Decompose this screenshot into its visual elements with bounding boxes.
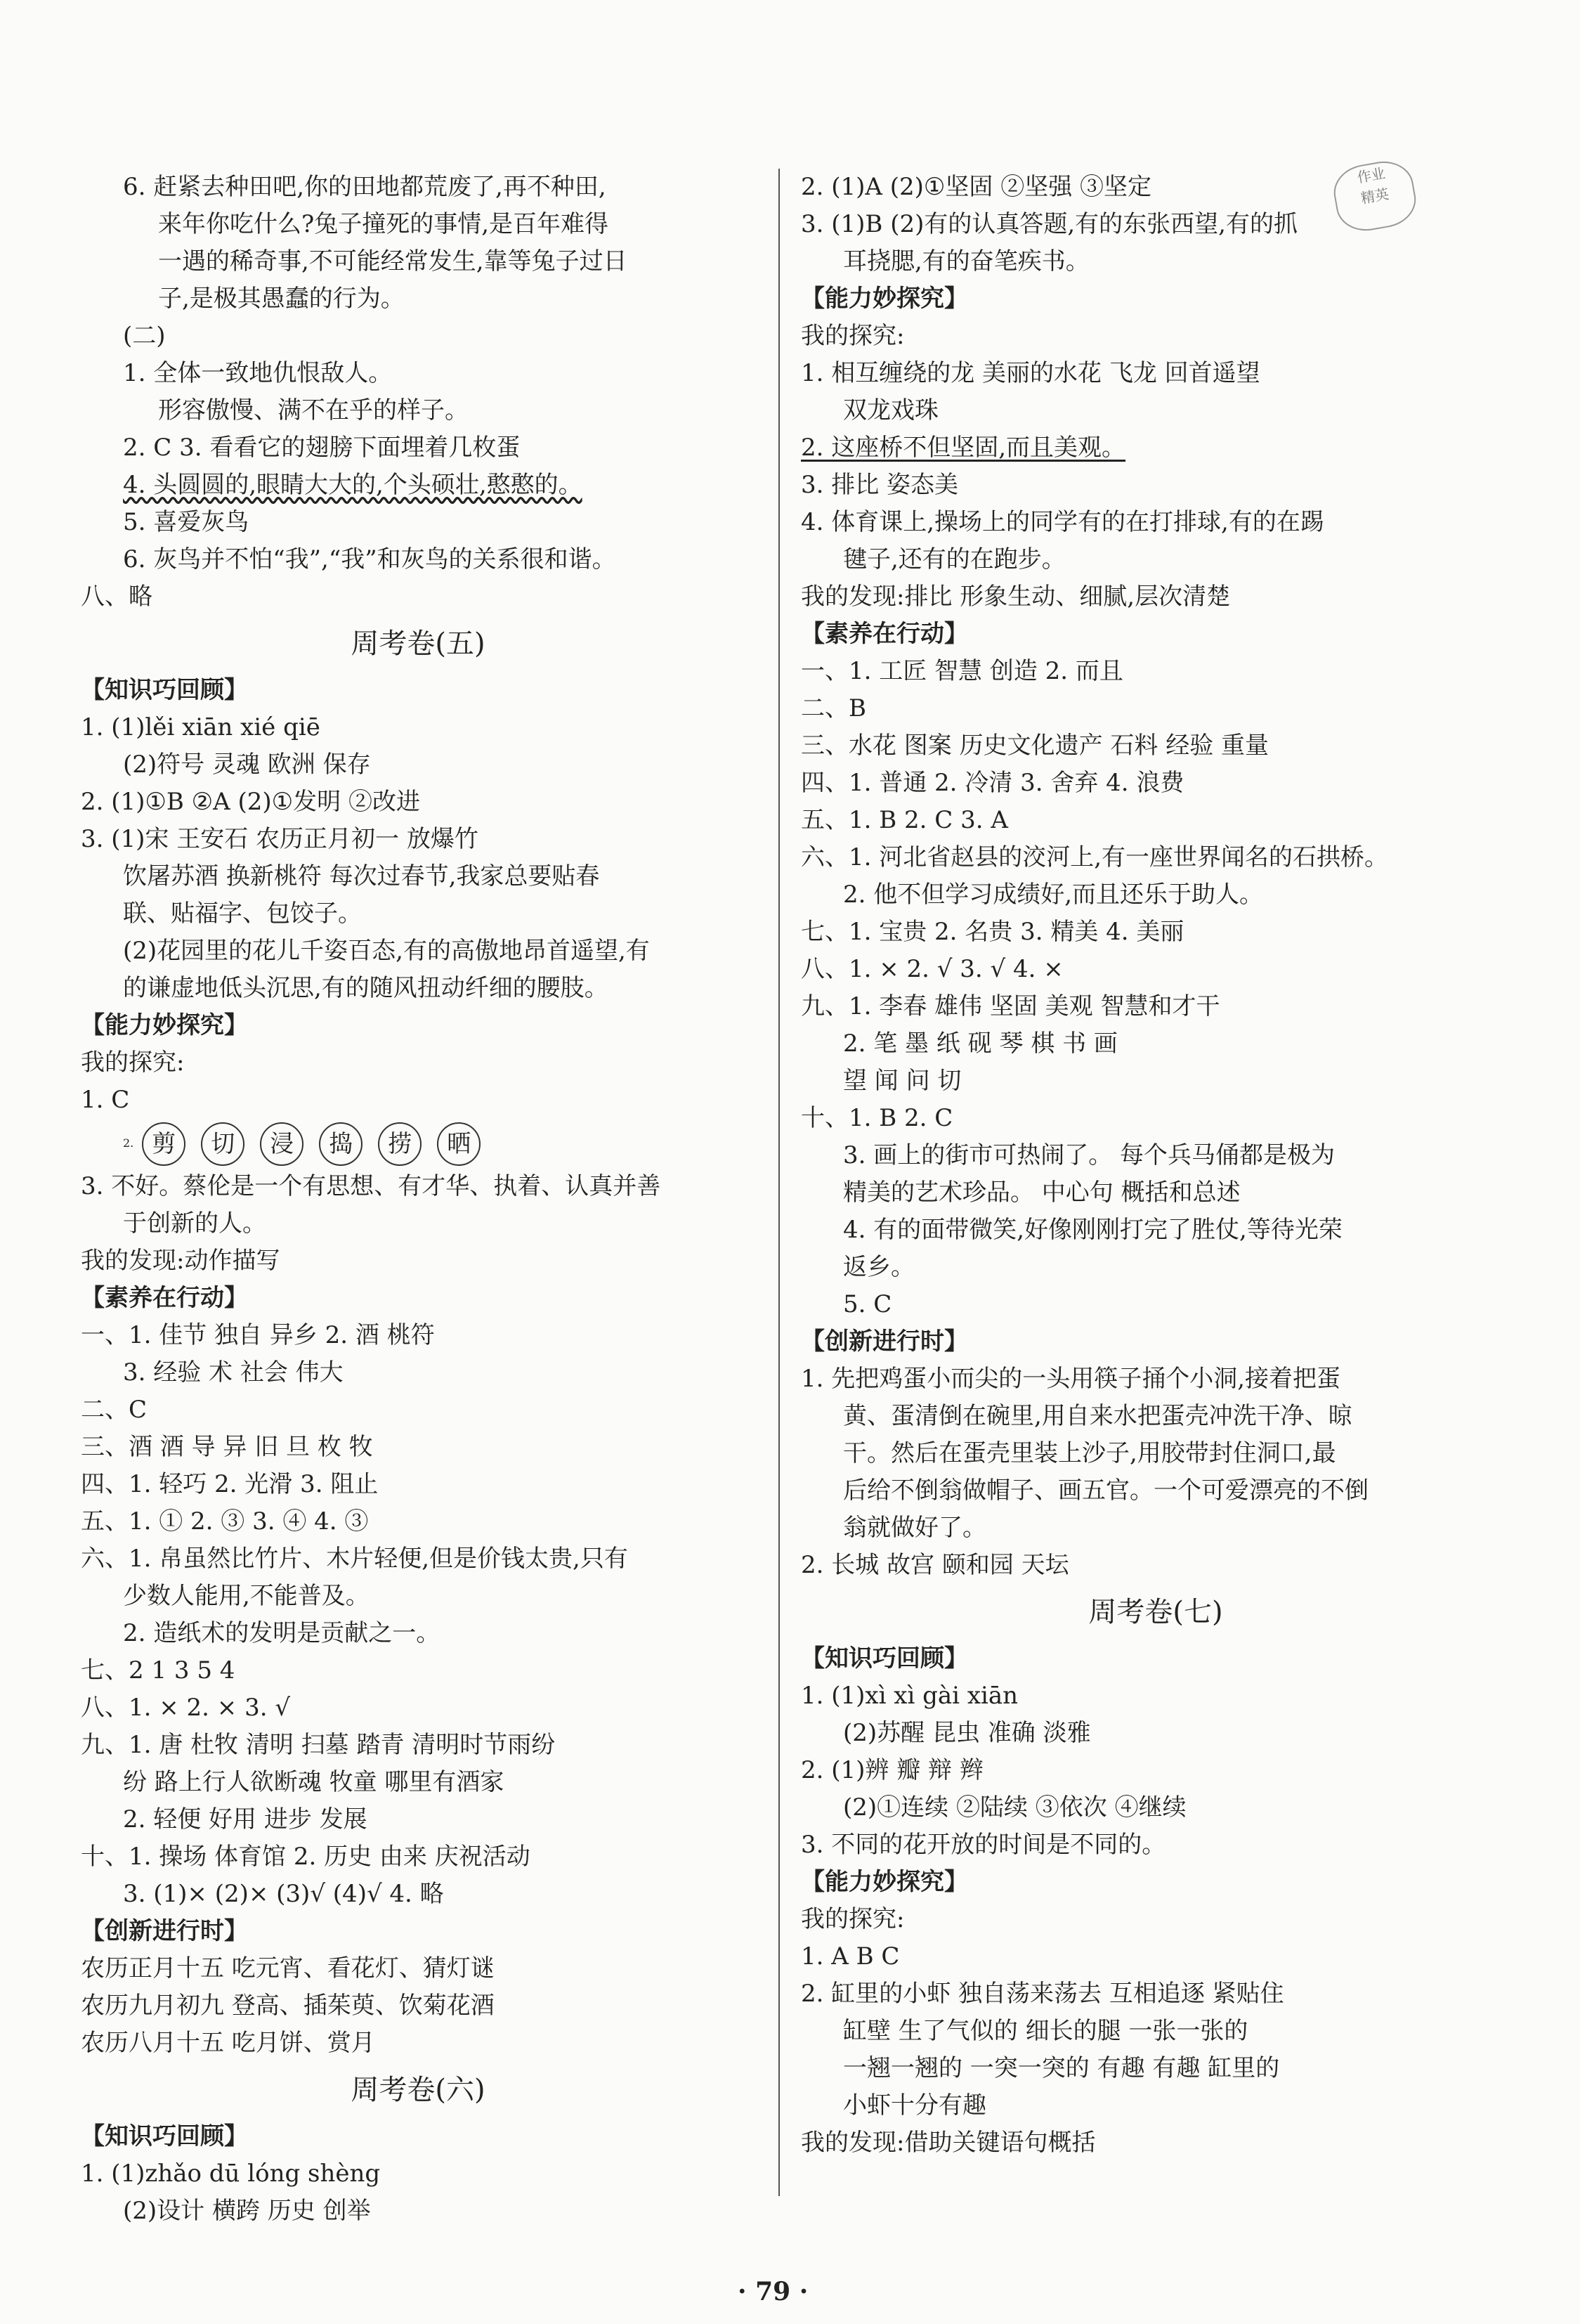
answer-line: 6. 灰鸟并不怕“我”,“我”和灰鸟的关系很和谐。 — [123, 545, 616, 573]
answer-line: 五、1. ① 2. ③ 3. ④ 4. ③ — [81, 1507, 369, 1536]
answer-line: 五、1. B 2. C 3. A — [801, 806, 1008, 834]
circled-char: 捣 — [319, 1122, 363, 1166]
answer-line: 我的探究: — [801, 1905, 905, 1933]
answer-line: 后给不倒翁做帽子、画五官。一个可爱漂亮的不倒 — [843, 1476, 1369, 1505]
answer-line: 农历八月十五 吃月饼、赏月 — [81, 2029, 375, 2057]
section-title: 【创新进行时】 — [81, 1917, 248, 1945]
circled-char: 切 — [201, 1122, 244, 1166]
section-title: 【能力妙探究】 — [801, 1868, 968, 1896]
answer-line: (2)花园里的花儿千姿百态,有的高傲地昂首遥望,有 — [123, 937, 650, 965]
answer-line: 八、略 — [81, 583, 152, 611]
answer-line: 5. C — [843, 1290, 892, 1318]
answer-line: 二、B — [801, 694, 866, 722]
answer-line: 3. (1)B (2)有的认真答题,有的东张西望,有的抓 — [801, 210, 1298, 238]
answer-line: 农历正月十五 吃元宵、看花灯、猜灯谜 — [81, 1954, 495, 1982]
right-column — [801, 169, 1510, 2162]
answer-line: 六、1. 帛虽然比竹片、木片轻便,但是价钱太贵,只有 — [81, 1545, 628, 1573]
section-title: 【创新进行时】 — [801, 1327, 968, 1356]
answer-line: 农历九月初九 登高、插茱萸、饮菊花酒 — [81, 1992, 495, 2020]
answer-line: 饮屠苏酒 换新桃符 每次过春节,我家总要贴春 — [123, 862, 600, 890]
answer-line: 八、1. × 2. √ 3. √ 4. × — [801, 955, 1064, 983]
answer-line: 2. (1)辨 瓣 辩 辫 — [801, 1756, 984, 1784]
answer-line: 6. 赶紧去种田吧,你的田地都荒废了,再不种田, — [123, 173, 606, 201]
answer-line: 2. 造纸术的发明是贡献之一。 — [123, 1619, 440, 1647]
page-number: · 79 · — [738, 2277, 809, 2306]
answer-line: 十、1. 操场 体育馆 2. 历史 由来 庆祝活动 — [81, 1843, 530, 1871]
answer-line: 4. 头圆圆的,眼睛大大的,个头硕壮,憨憨的。 — [123, 471, 582, 499]
answer-line: 十、1. B 2. C — [801, 1104, 953, 1132]
answer-line: 4. 体育课上,操场上的同学有的在打排球,有的在踢 — [801, 508, 1324, 536]
circled-char: 剪 — [142, 1122, 185, 1166]
answer-line: 我的探究: — [801, 322, 905, 350]
answer-line: 我的发现:借助关键语句概括 — [801, 2129, 1096, 2157]
answer-line: 的谦虚地低头沉思,有的随风扭动纤细的腰肢。 — [123, 974, 608, 1002]
answer-line: 纷 路上行人欲断魂 牧童 哪里有酒家 — [123, 1768, 504, 1796]
answer-line: 1. 相互缠绕的龙 美丽的水花 飞龙 回首遥望 — [801, 359, 1260, 387]
answer-line: 2. (1)A (2)①坚固 ②坚强 ③坚定 — [801, 173, 1152, 201]
answer-line: 1. C — [81, 1086, 130, 1114]
section-title: 【知识巧回顾】 — [81, 676, 248, 704]
answer-line: 我的探究: — [81, 1049, 185, 1077]
circled-chars-row: 2. 剪 切 浸 捣 捞 晒 — [81, 1119, 755, 1168]
answer-line: 联、贴福字、包饺子。 — [123, 900, 362, 928]
answer-line: 缸壁 生了气似的 细长的腿 一张一张的 — [843, 2017, 1248, 2045]
answer-line: 九、1. 唐 杜牧 清明 扫墓 踏青 清明时节雨纷 — [81, 1731, 556, 1759]
answer-line: 耳挠腮,有的奋笔疾书。 — [843, 247, 1090, 275]
answer-line: (2)①连续 ②陆续 ③依次 ④继续 — [843, 1793, 1187, 1822]
circled-char: 浸 — [260, 1122, 303, 1166]
answer-line: 3. (1)宋 王安石 农历正月初一 放爆竹 — [81, 825, 478, 853]
answer-line: 2. 这座桥不但坚固,而且美观。 — [801, 434, 1126, 462]
answer-line: 2. 轻便 好用 进步 发展 — [123, 1805, 367, 1833]
answer-line: 3. 经验 术 社会 伟大 — [123, 1358, 344, 1387]
answer-line: 双龙戏珠 — [843, 396, 939, 424]
answer-line: 3. 排比 姿态美 — [801, 471, 959, 499]
answer-line: (2)符号 灵魂 欧洲 保存 — [123, 751, 371, 779]
answer-line: 3. 不好。蔡伦是一个有思想、有才华、执着、认真并善 — [81, 1172, 661, 1200]
answer-line: 2. C 3. 看看它的翅膀下面埋着几枚蛋 — [123, 434, 521, 462]
section-title: 【知识巧回顾】 — [81, 2122, 248, 2150]
answer-line: 干。然后在蛋壳里装上沙子,用胶带封住洞口,最 — [843, 1439, 1336, 1467]
left-column — [81, 169, 755, 2230]
answer-line: 八、1. × 2. × 3. √ — [81, 1694, 290, 1722]
answer-line: 1. (1)zhǎo dū lóng shèng — [81, 2160, 381, 2188]
answer-line: 返乡。 — [843, 1253, 915, 1281]
section-title: 【素养在行动】 — [81, 1284, 248, 1312]
answer-line: 子,是极其愚蠢的行为。 — [158, 285, 405, 313]
circled-char: 捞 — [378, 1122, 422, 1166]
answer-line: 来年你吃什么?兔子撞死的事情,是百年难得 — [158, 210, 609, 238]
answer-line: (2)设计 横跨 历史 创举 — [123, 2197, 371, 2225]
answer-line: 3. 不同的花开放的时间是不同的。 — [801, 1831, 1166, 1859]
answer-line: 精美的艺术珍品。 中心句 概括和总述 — [843, 1179, 1241, 1207]
stamp-line-2: 精英 — [1359, 185, 1390, 207]
exam-heading: 周考卷(五) — [351, 628, 485, 660]
answer-line: 一翘一翘的 一突一突的 有趣 有趣 缸里的 — [843, 2054, 1280, 2082]
answer-line: 于创新的人。 — [123, 1209, 266, 1238]
section-title: 【能力妙探究】 — [81, 1011, 248, 1039]
answer-line: 小虾十分有趣 — [843, 2091, 986, 2119]
answer-line: 1. (1)xì xì gài xiān — [801, 1682, 1019, 1710]
answer-line: 1. 先把鸡蛋小而尖的一头用筷子捅个小洞,接着把蛋 — [801, 1365, 1341, 1393]
answer-line: 1. (1)lěi xiān xié qiē — [81, 713, 320, 741]
answer-line: 1. A B C — [801, 1942, 900, 1971]
answer-line: 少数人能用,不能普及。 — [123, 1582, 370, 1610]
answer-line: 形容傲慢、满不在乎的样子。 — [158, 396, 469, 424]
answer-line: 3. 画上的街市可热闹了。 每个兵马俑都是极为 — [843, 1141, 1336, 1169]
exam-heading: 周考卷(六) — [351, 2074, 485, 2106]
circled-char: 晒 — [437, 1122, 481, 1166]
answer-line: 六、1. 河北省赵县的洨河上,有一座世界闻名的石拱桥。 — [801, 843, 1389, 871]
answer-line: (2)苏醒 昆虫 准确 淡雅 — [843, 1719, 1091, 1747]
section-title: 【素养在行动】 — [801, 620, 968, 648]
answer-line: 黄、蛋清倒在碗里,用自来水把蛋壳冲洗干净、晾 — [843, 1402, 1352, 1430]
answer-line: 我的发现:动作描写 — [81, 1247, 280, 1275]
answer-line: 我的发现:排比 形象生动、细腻,层次清楚 — [801, 583, 1231, 611]
section-title: 【能力妙探究】 — [801, 285, 968, 313]
answer-line: 2. 缸里的小虾 独自荡来荡去 互相追逐 紧贴住 — [801, 1980, 1284, 2008]
answer-line: 1. 全体一致地仇恨敌人。 — [123, 359, 393, 387]
answer-line: 2. 他不但学习成绩好,而且还乐于助人。 — [843, 881, 1264, 909]
column-divider — [778, 169, 780, 2196]
answer-line: 5. 喜爱灰鸟 — [123, 508, 249, 536]
answer-line: 九、1. 李春 雄伟 坚固 美观 智慧和才干 — [801, 992, 1220, 1020]
exam-heading: 周考卷(七) — [1088, 1596, 1223, 1628]
answer-line: 毽子,还有的在跑步。 — [843, 545, 1066, 573]
answer-line: 翁就做好了。 — [843, 1514, 986, 1542]
stamp-line-1: 作业 — [1356, 164, 1387, 186]
answer-line: 二、C — [81, 1396, 148, 1424]
answer-line: 2. 笔 墨 纸 砚 琴 棋 书 画 — [843, 1030, 1118, 1058]
answer-line: 三、酒 酒 导 异 旧 旦 枚 牧 — [81, 1433, 373, 1461]
answer-line: 一、1. 佳节 独自 异乡 2. 酒 桃符 — [81, 1321, 435, 1349]
section-title: 【知识巧回顾】 — [801, 1644, 968, 1673]
answer-line: 3. (1)× (2)× (3)√ (4)√ 4. 略 — [123, 1880, 444, 1908]
answer-line: 2. (1)①B ②A (2)①发明 ②改进 — [81, 788, 420, 816]
answer-line: (二) — [123, 322, 166, 350]
answer-line: 一、1. 工匠 智慧 创造 2. 而且 — [801, 657, 1123, 685]
answer-line: 四、1. 轻巧 2. 光滑 3. 阻止 — [81, 1470, 379, 1498]
answer-line: 七、1. 宝贵 2. 名贵 3. 精美 4. 美丽 — [801, 918, 1184, 946]
answer-line: 望 闻 问 切 — [843, 1067, 962, 1095]
answer-line: 三、水花 图案 历史文化遗产 石料 经验 重量 — [801, 732, 1269, 760]
answer-line: 一遇的稀奇事,不可能经常发生,靠等兔子过日 — [158, 247, 627, 275]
answer-line: 四、1. 普通 2. 冷清 3. 舍弃 4. 浪费 — [801, 769, 1184, 797]
answer-line: 2. 长城 故宫 颐和园 天坛 — [801, 1551, 1069, 1579]
answer-line: 4. 有的面带微笑,好像刚刚打完了胜仗,等待光荣 — [843, 1216, 1343, 1244]
answer-line: 七、2 1 3 5 4 — [81, 1656, 235, 1684]
